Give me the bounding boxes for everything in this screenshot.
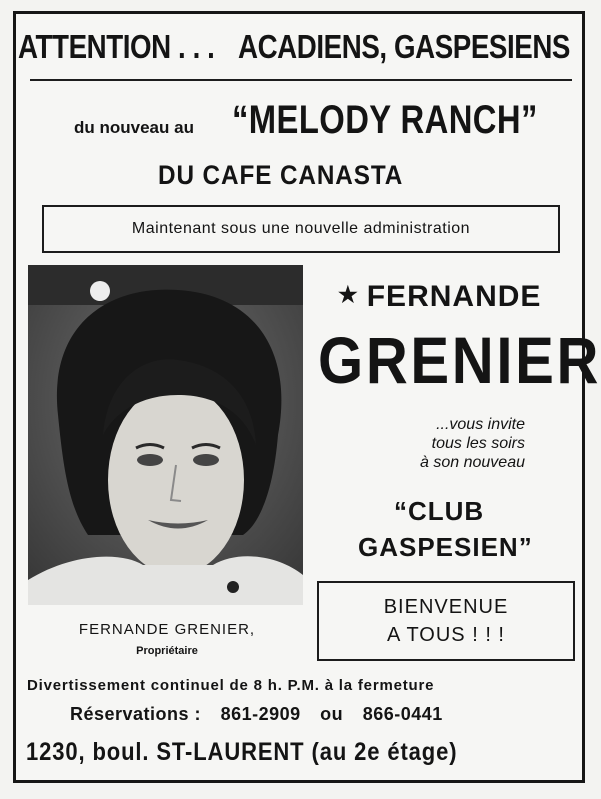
invite-text (365, 415, 525, 472)
photo-caption-role: Propriétaire (136, 645, 198, 657)
notice-text: Maintenant sous une nouvelle administration (131, 220, 471, 237)
reservations-line (70, 704, 443, 725)
club-name-line1: “CLUB (394, 496, 485, 526)
club-name-line2: GASPESIEN” (358, 532, 533, 562)
performer-first-name: ★ FERNANDE (338, 280, 542, 313)
invite-line: tous les soirs (431, 435, 525, 452)
welcome-line1: BIENVENUE (383, 596, 509, 618)
headline-attention: ATTENTION . . . (18, 28, 215, 65)
venue-subname: DU CAFE CANASTA (158, 160, 404, 190)
phone-number-1: 861-2909 (220, 704, 301, 724)
invite-line: à son nouveau (420, 454, 525, 471)
performer-last-name: GRENIER (318, 323, 601, 397)
headline-audience: ACADIENS, GASPESIENS (237, 28, 570, 65)
performer-photo (28, 265, 303, 605)
notice-box (42, 205, 560, 253)
welcome-box (317, 581, 575, 661)
reservations-label: Réservations : (70, 704, 202, 724)
headline (18, 28, 570, 66)
phone-separator: ou (320, 704, 344, 724)
photo-caption-name: FERNANDE GRENIER, (78, 621, 256, 638)
venue-intro: du nouveau au (74, 118, 194, 137)
invite-line: ...vous invite (436, 416, 525, 433)
entertainment-hours: Divertissement continuel de 8 h. P.M. à la fermeture (27, 677, 435, 694)
address: 1230, boul. ST-LAURENT (au 2e étage) (26, 738, 458, 766)
phone-number-2: 866-0441 (362, 704, 443, 724)
welcome-line2: A TOUS ! ! ! (387, 624, 505, 646)
headline-rule (30, 79, 572, 81)
venue-name: “MELODY RANCH” (232, 98, 538, 142)
star-icon: ★ (338, 282, 359, 307)
